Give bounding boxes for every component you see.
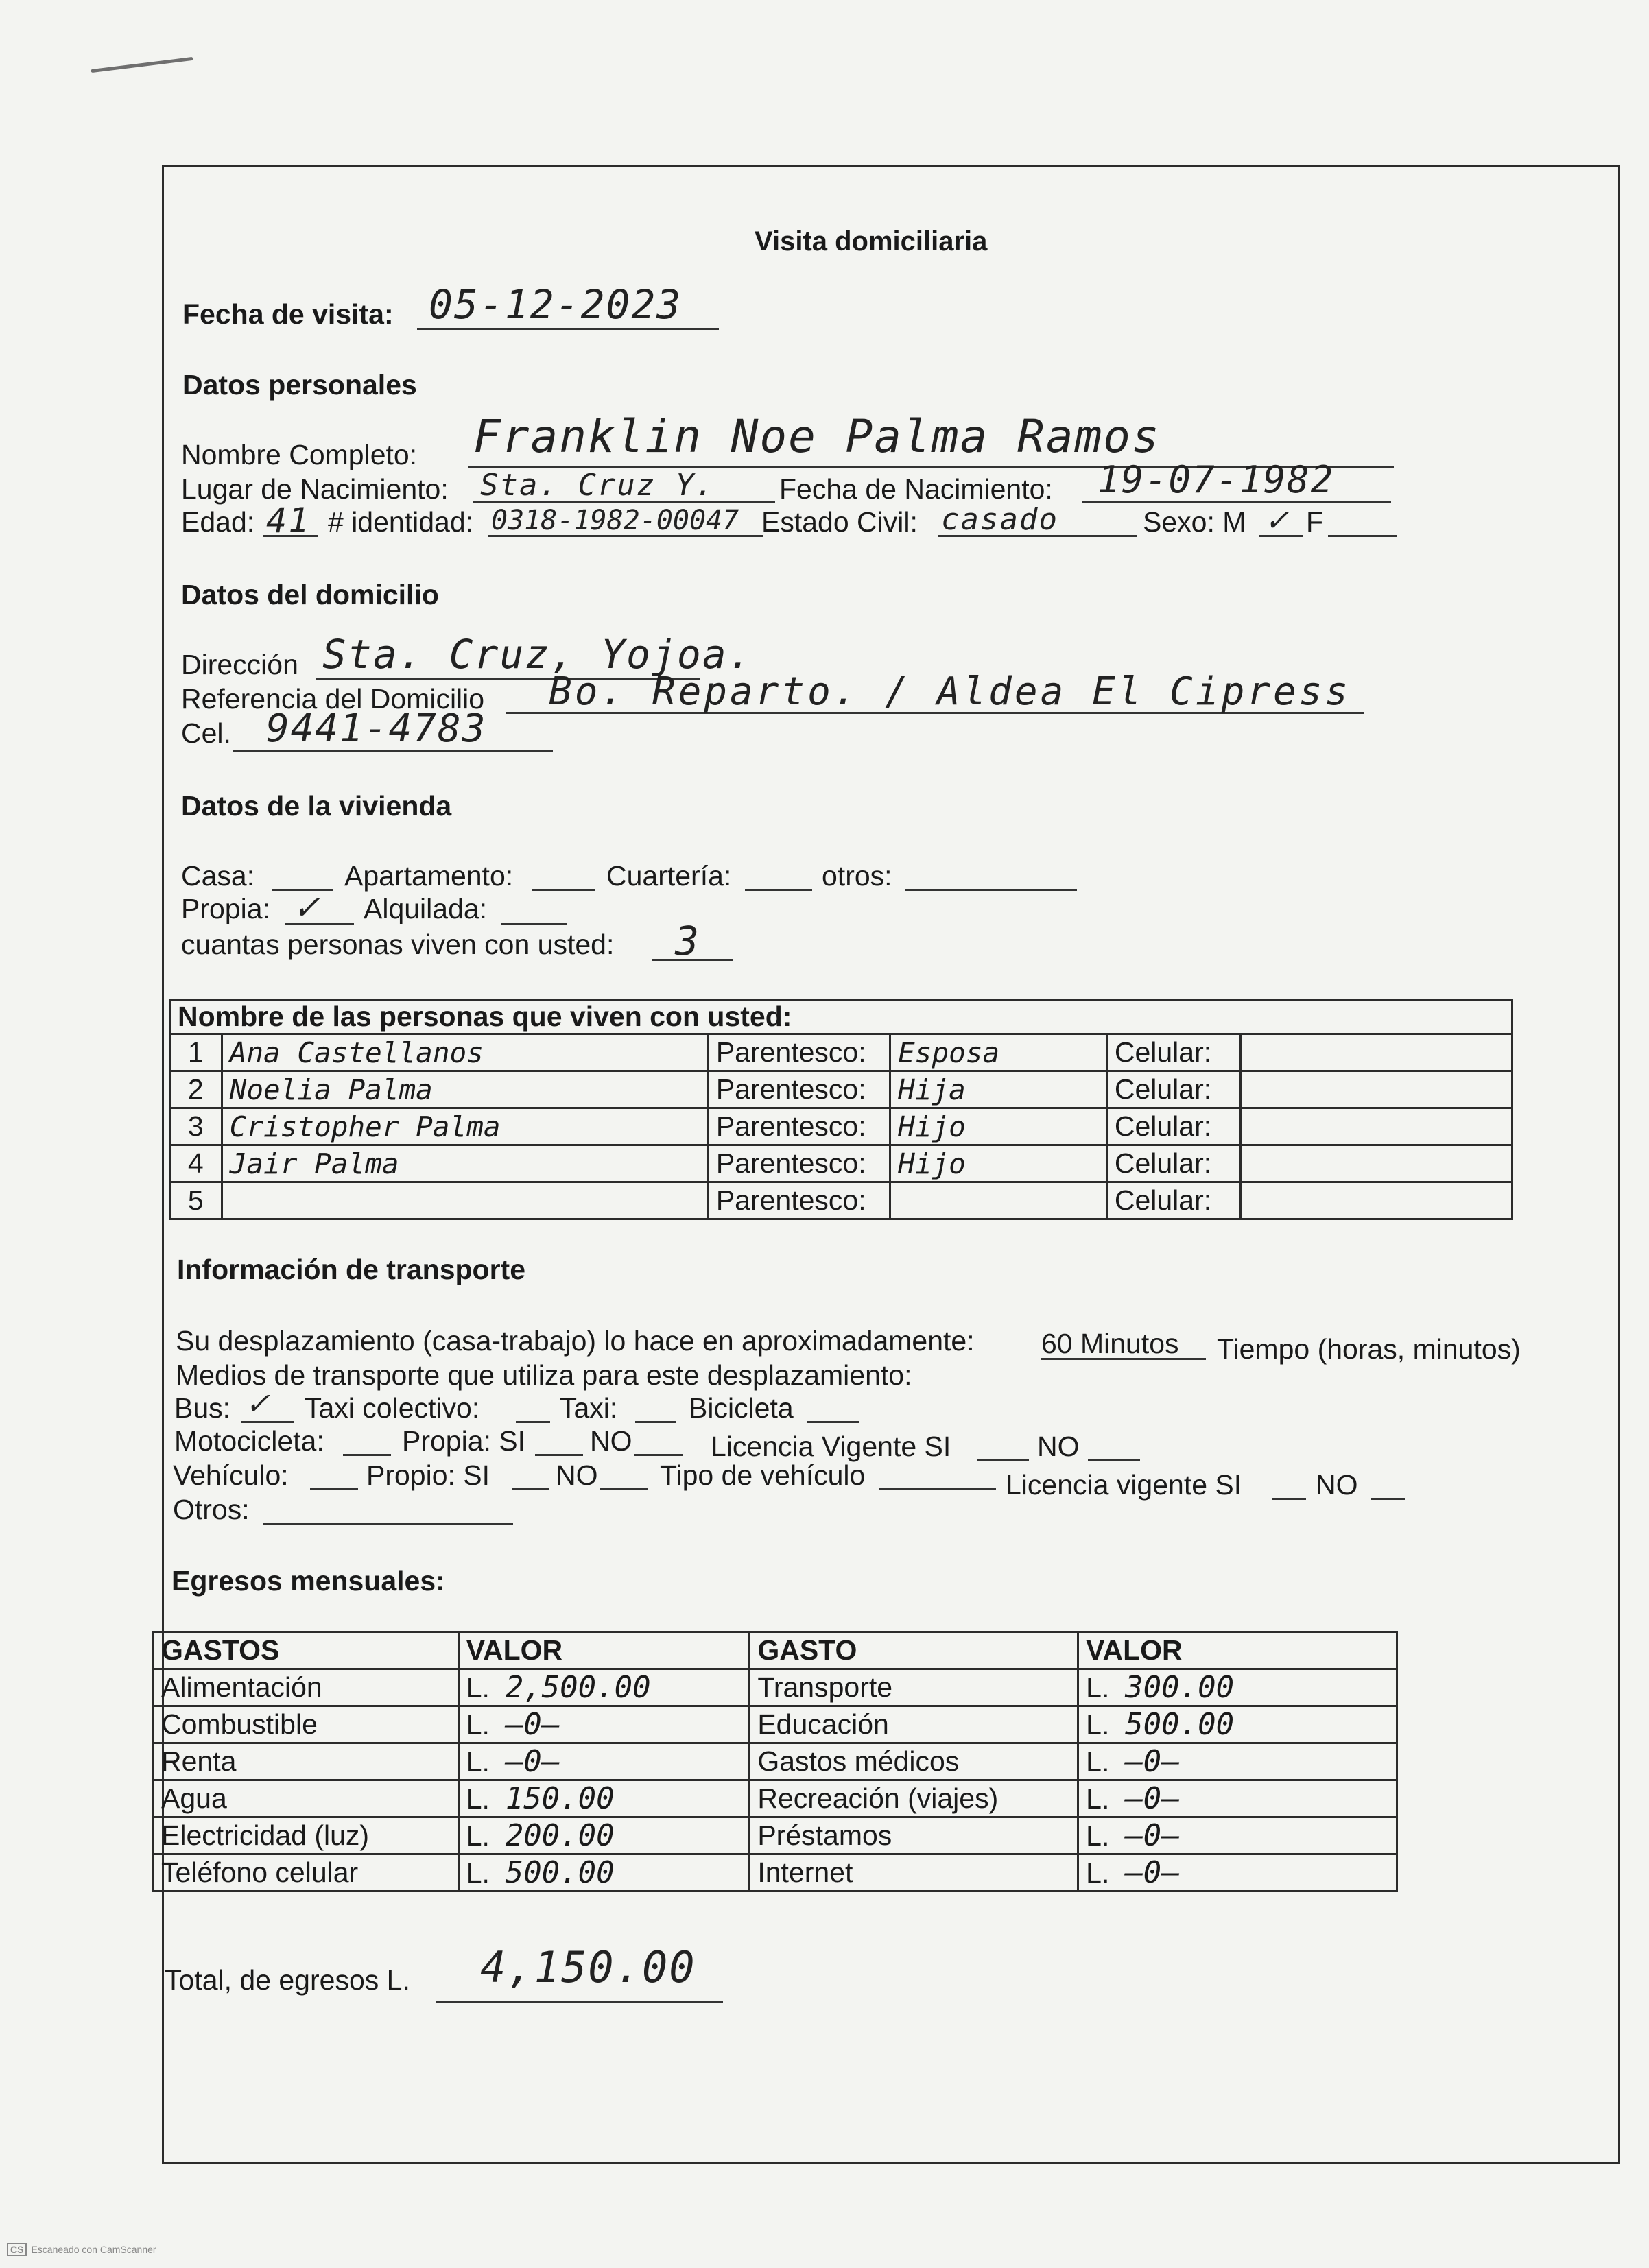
civil-value[interactable]: casado bbox=[941, 502, 1058, 537]
expense-value[interactable]: L. 300.00 bbox=[1078, 1669, 1397, 1706]
household-relation[interactable] bbox=[890, 1182, 1107, 1219]
household-name[interactable]: Ana Castellanos bbox=[222, 1034, 708, 1071]
expense-name: Electricidad (luz) bbox=[154, 1817, 459, 1854]
expense-name: Alimentación bbox=[154, 1669, 459, 1706]
expenses-col-valor-2: VALOR bbox=[1078, 1632, 1397, 1669]
celular-label: Celular: bbox=[1106, 1108, 1240, 1145]
taxi-label: Taxi: bbox=[560, 1392, 618, 1424]
sex-label: Sexo: M bbox=[1143, 506, 1246, 538]
table-row: 3 Cristopher Palma Parentesco: Hijo Celular: bbox=[170, 1108, 1512, 1145]
birthplace-label: Lugar de Nacimiento: bbox=[181, 473, 449, 505]
visit-date-line bbox=[417, 328, 719, 330]
expense-name: Renta bbox=[154, 1743, 459, 1780]
parentesco-label: Parentesco: bbox=[708, 1071, 890, 1108]
commute-unit: Tiempo (horas, minutos) bbox=[1217, 1333, 1521, 1365]
cel-value[interactable]: 9441-4783 bbox=[266, 706, 487, 751]
household-name[interactable] bbox=[222, 1182, 708, 1219]
page-title: Visita domiciliaria bbox=[755, 226, 988, 256]
table-row: 4 Jair Palma Parentesco: Hijo Celular: bbox=[170, 1145, 1512, 1182]
moto-no-line bbox=[634, 1454, 683, 1456]
expense-name: Teléfono celular bbox=[154, 1854, 459, 1891]
reference-value[interactable]: Bo. Reparto. / Aldea El Cipress bbox=[549, 669, 1351, 714]
moto-label: Motocicleta: bbox=[174, 1425, 324, 1457]
total-label: Total, de egresos L. bbox=[165, 1964, 410, 1996]
moto-propia-si-label: Propia: SI bbox=[402, 1425, 526, 1457]
alquilada-label: Alquilada: bbox=[364, 893, 488, 924]
pen-mark bbox=[91, 57, 193, 73]
parentesco-label: Parentesco: bbox=[708, 1108, 890, 1145]
scanner-footer bbox=[7, 2243, 156, 2256]
household-cel[interactable] bbox=[1240, 1108, 1512, 1145]
table-row bbox=[154, 1743, 1397, 1780]
sex-f-label: F bbox=[1306, 506, 1324, 538]
table-row bbox=[154, 1817, 1397, 1854]
household-name[interactable]: Cristopher Palma bbox=[222, 1108, 708, 1145]
moto-licencia-label: Licencia Vigente SI bbox=[711, 1431, 951, 1462]
camscanner-logo: CS bbox=[7, 2243, 27, 2256]
expense-name: Transporte bbox=[750, 1669, 1078, 1706]
expense-name: Recreación (viajes) bbox=[750, 1780, 1078, 1817]
transport-otros-line bbox=[263, 1523, 513, 1525]
bicicleta-label: Bicicleta bbox=[689, 1392, 794, 1424]
housing-heading: Datos de la vivienda bbox=[181, 790, 452, 822]
expense-name: Agua bbox=[154, 1780, 459, 1817]
table-row bbox=[154, 1854, 1397, 1891]
household-relation[interactable]: Hijo bbox=[890, 1108, 1107, 1145]
vehiculo-no-label: NO bbox=[556, 1459, 598, 1491]
household-name[interactable]: Noelia Palma bbox=[222, 1071, 708, 1108]
table-row bbox=[154, 1669, 1397, 1706]
table-row bbox=[154, 1706, 1397, 1743]
expense-value[interactable]: L. 500.00 bbox=[1078, 1706, 1397, 1743]
expense-name: Préstamos bbox=[750, 1817, 1078, 1854]
apartamento-line bbox=[532, 889, 595, 891]
commute-value[interactable]: 60 Minutos bbox=[1041, 1328, 1179, 1359]
expense-value[interactable]: L. —0— bbox=[1078, 1780, 1397, 1817]
moto-licencia-si-line bbox=[977, 1459, 1029, 1461]
parentesco-label: Parentesco: bbox=[708, 1034, 890, 1071]
expense-value[interactable]: L. 2,500.00 bbox=[458, 1669, 750, 1706]
total-value[interactable]: 4,150.00 bbox=[480, 1942, 696, 1992]
expenses-col-gasto: GASTO bbox=[750, 1632, 1078, 1669]
sex-check-mark[interactable]: ✓ bbox=[1266, 499, 1289, 539]
moto-no-label: NO bbox=[590, 1425, 632, 1457]
address-value[interactable]: Sta. Cruz, Yojoa. bbox=[322, 631, 753, 678]
birthplace-value[interactable]: Sta. Cruz Y. bbox=[480, 468, 715, 503]
casa-label: Casa: bbox=[181, 860, 255, 892]
parentesco-label: Parentesco: bbox=[708, 1145, 890, 1182]
vehiculo-line bbox=[310, 1488, 358, 1490]
table-row: 2 Noelia Palma Parentesco: Hija Celular: bbox=[170, 1071, 1512, 1108]
reference-label: Referencia del Domicilio bbox=[181, 683, 485, 715]
taxi-line bbox=[635, 1421, 676, 1423]
personal-heading: Datos personales bbox=[182, 369, 417, 401]
visit-date-label: Fecha de visita: bbox=[182, 298, 394, 330]
transport-otros-label: Otros: bbox=[173, 1494, 250, 1525]
vehiculo-licencia-si-line bbox=[1272, 1498, 1306, 1500]
household-heading: Nombre de las personas que viven con usted: bbox=[170, 1000, 1512, 1034]
expense-value[interactable]: L. 200.00 bbox=[458, 1817, 750, 1854]
moto-licencia-no-line bbox=[1088, 1459, 1140, 1461]
apartamento-label: Apartamento: bbox=[344, 860, 514, 892]
age-value[interactable]: 41 bbox=[266, 501, 311, 540]
scanner-text: Escaneado con CamScanner bbox=[31, 2244, 156, 2255]
vehiculo-label: Vehículo: bbox=[173, 1459, 289, 1491]
name-value[interactable]: Franklin Noe Palma Ramos bbox=[473, 410, 1161, 463]
birthdate-label: Fecha de Nacimiento: bbox=[779, 473, 1053, 505]
vehiculo-licencia-no-line bbox=[1371, 1498, 1405, 1500]
expense-value[interactable]: L. —0— bbox=[1078, 1817, 1397, 1854]
household-relation[interactable]: Esposa bbox=[890, 1034, 1107, 1071]
otros-line bbox=[905, 889, 1077, 891]
expense-value[interactable]: L. 150.00 bbox=[458, 1780, 750, 1817]
expenses-table bbox=[152, 1631, 1398, 1892]
taxi-colectivo-line bbox=[516, 1421, 550, 1423]
vehiculo-propio-si-line bbox=[512, 1488, 549, 1490]
tipo-vehiculo-line bbox=[879, 1488, 996, 1490]
expense-value[interactable]: L. —0— bbox=[458, 1706, 750, 1743]
alquilada-line bbox=[501, 923, 567, 925]
expense-value[interactable]: L. 500.00 bbox=[458, 1854, 750, 1891]
vehiculo-licencia-no-label: NO bbox=[1316, 1469, 1358, 1501]
celular-label: Celular: bbox=[1106, 1071, 1240, 1108]
expense-value[interactable]: L. —0— bbox=[458, 1743, 750, 1780]
transport-heading: Información de transporte bbox=[177, 1254, 526, 1285]
household-cel[interactable] bbox=[1240, 1071, 1512, 1108]
vehiculo-propio-si-label: Propio: SI bbox=[366, 1459, 490, 1491]
table-row: 1 Ana Castellanos Parentesco: Esposa Celular: bbox=[170, 1034, 1512, 1071]
cuarteria-label: Cuartería: bbox=[606, 860, 732, 892]
moto-propia-si-line bbox=[535, 1454, 583, 1456]
household-name[interactable]: Jair Palma bbox=[222, 1145, 708, 1182]
expense-value[interactable]: L. —0— bbox=[1078, 1743, 1397, 1780]
celular-label: Celular: bbox=[1106, 1145, 1240, 1182]
means-label: Medios de transporte que utiliza para este desplazamiento: bbox=[176, 1359, 912, 1391]
parentesco-label: Parentesco: bbox=[708, 1182, 890, 1219]
household-cel[interactable] bbox=[1240, 1182, 1512, 1219]
id-value[interactable]: 0318-1982-00047 bbox=[491, 505, 739, 536]
celular-label: Celular: bbox=[1106, 1034, 1240, 1071]
birthdate-value[interactable]: 19-07-1982 bbox=[1098, 458, 1335, 501]
propia-check-mark[interactable]: ✓ bbox=[295, 885, 319, 928]
cel-label: Cel. bbox=[181, 717, 231, 749]
celular-label: Celular: bbox=[1106, 1182, 1240, 1219]
household-table bbox=[169, 999, 1513, 1220]
vehiculo-licencia-label: Licencia vigente SI bbox=[1006, 1469, 1242, 1501]
persons-label: cuantas personas viven con usted: bbox=[181, 929, 615, 960]
expense-name: Gastos médicos bbox=[750, 1743, 1078, 1780]
name-label: Nombre Completo: bbox=[181, 439, 418, 470]
address-label: Dirección bbox=[181, 649, 298, 680]
domicile-heading: Datos del domicilio bbox=[181, 579, 439, 610]
household-cel[interactable] bbox=[1240, 1034, 1512, 1071]
bus-check-mark[interactable]: ✓ bbox=[247, 1383, 270, 1422]
expenses-col-valor: VALOR bbox=[458, 1632, 750, 1669]
expense-name: Combustible bbox=[154, 1706, 459, 1743]
household-relation[interactable]: Hijo bbox=[890, 1145, 1107, 1182]
otros-label: otros: bbox=[822, 860, 892, 892]
propia-label: Propia: bbox=[181, 893, 270, 924]
sex-f-line bbox=[1328, 535, 1397, 537]
persons-value[interactable]: 3 bbox=[675, 918, 700, 964]
bicicleta-line bbox=[807, 1421, 859, 1423]
moto-line bbox=[343, 1454, 391, 1456]
civil-label: Estado Civil: bbox=[761, 506, 918, 538]
table-row bbox=[154, 1780, 1397, 1817]
visit-date-value[interactable]: 05-12-2023 bbox=[429, 281, 683, 328]
commute-label: Su desplazamiento (casa-trabajo) lo hace en aproximadamente: bbox=[176, 1325, 975, 1357]
total-line bbox=[436, 2001, 723, 2003]
vehiculo-no-line bbox=[600, 1488, 648, 1490]
moto-licencia-no-label: NO bbox=[1037, 1431, 1080, 1462]
bus-label: Bus: bbox=[174, 1392, 231, 1424]
age-label: Edad: bbox=[181, 506, 255, 538]
cuarteria-line bbox=[745, 889, 812, 891]
table-row: 5 Parentesco: Celular: bbox=[170, 1182, 1512, 1219]
expense-name: Internet bbox=[750, 1854, 1078, 1891]
expenses-col-gastos: GASTOS bbox=[154, 1632, 459, 1669]
expense-value[interactable]: L. —0— bbox=[1078, 1854, 1397, 1891]
tipo-vehiculo-label: Tipo de vehículo bbox=[660, 1459, 866, 1491]
household-relation[interactable]: Hija bbox=[890, 1071, 1107, 1108]
expense-name: Educación bbox=[750, 1706, 1078, 1743]
expenses-heading: Egresos mensuales: bbox=[171, 1565, 445, 1597]
household-cel[interactable] bbox=[1240, 1145, 1512, 1182]
taxi-colectivo-label: Taxi colectivo: bbox=[305, 1392, 480, 1424]
id-label: # identidad: bbox=[328, 506, 474, 538]
